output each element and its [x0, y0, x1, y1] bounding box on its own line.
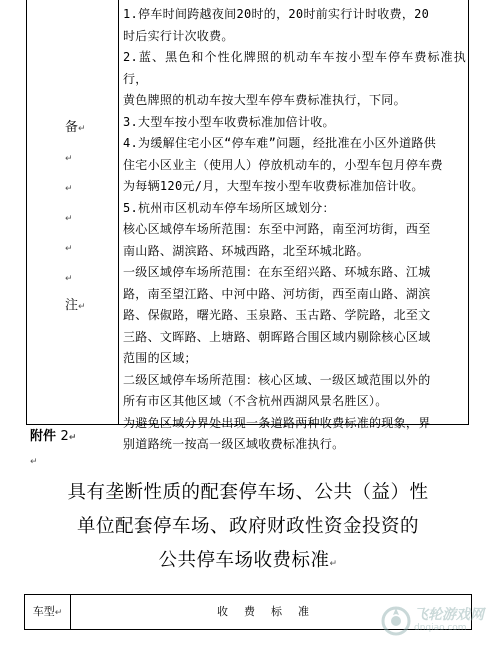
notes-label-char: ↵ [65, 154, 73, 164]
note-line: 5.杭州市区机动车停车场所区域划分： [123, 200, 335, 215]
note-line: 三路、文晖路、上塘路、朝晖路合围区域内剔除核心区域 [123, 329, 431, 344]
notes-label-char: ↵ [65, 184, 73, 194]
note-line: 核心区域停车场所范围：东至中河路，南至河坊街，西至 [123, 222, 431, 236]
note-line: 2.蓝、黑色和个性化牌照的机动车车按小型车停车费标准执行， [123, 50, 466, 86]
note-line: 路，南至望江路、中河中路、河坊街，西至南山路、湖滨 [123, 286, 431, 301]
attachment-label-text: 附件 [30, 429, 57, 444]
notes-label-cell [27, 0, 119, 424]
fee-table-header-fee-standard: 收费标准 [217, 605, 325, 618]
note-line: 路、保俶路，曙光路、玉泉路、玉古路、学院路，北至文 [123, 308, 431, 322]
note-line: 为每辆120元/月，大型车按小型车收费标准加倍计收。 [123, 179, 424, 193]
attachment-label: 附件 2↵ [30, 429, 77, 444]
title-line: 公共停车场收费标准↵ [158, 550, 338, 571]
note-line: 所有市区其他区域（不含杭州西湖风景名胜区）。 [123, 394, 388, 408]
note-line: 1.停车时间跨越夜间20时的，20时前实行计时收费，20 [123, 7, 430, 21]
note-line: 3.大型车按小型车收费标准加倍计收。 [123, 114, 335, 129]
paragraph-mark: ↵ [30, 457, 38, 467]
title-line: 单位配套停车场、政府财政性资金投资的 [76, 516, 419, 537]
note-line: 为避免区域分界处出现一条道路两种收费标准的现象，界 [123, 415, 431, 430]
title-line: 具有垄断性质的配套停车场、公共（益）性 [67, 482, 429, 503]
note-line: 别道路统一按高一级区域收费标准执行。 [123, 437, 345, 451]
watermark-logo-icon [380, 605, 412, 637]
note-line: 4.为缓解住宅小区“停车难”问题，经批准在小区外道路供 [123, 136, 437, 150]
note-line: 黄色牌照的机动车按大型车停车费标准执行，下同。 [123, 93, 406, 107]
note-line: 南山路、湖滨路、环城西路，北至环城北路。 [123, 243, 370, 258]
notes-label-char: ↵ [65, 214, 73, 224]
watermark-url: dnqiao.com [414, 623, 467, 633]
note-line: 二级区域停车场所范围：核心区域、一级区域范围以外的 [123, 372, 431, 387]
note-line: 一级区域停车场所范围：在东至绍兴路、环城东路、江城 [123, 265, 431, 279]
notes-label-char: 备↵ [65, 120, 86, 135]
fee-table-header-vehicle-type: 车型↵ [25, 595, 71, 629]
notes-content [123, 4, 466, 456]
notes-label-char: ↵ [65, 274, 73, 284]
watermark-text: 飞轮游戏网 [414, 607, 484, 623]
note-line: 范围的区域； [123, 351, 197, 365]
notes-label-char: ↵ [65, 244, 73, 254]
note-line: 住宅小区业主（使用人）停放机动车的，小型车包月停车费 [123, 157, 443, 172]
notes-label-char: 注↵ [65, 298, 86, 313]
site-watermark [380, 603, 492, 641]
note-line: 时后实行计次收费。 [123, 28, 234, 43]
attachment-number: 2 [60, 429, 69, 444]
document-title [0, 476, 496, 581]
